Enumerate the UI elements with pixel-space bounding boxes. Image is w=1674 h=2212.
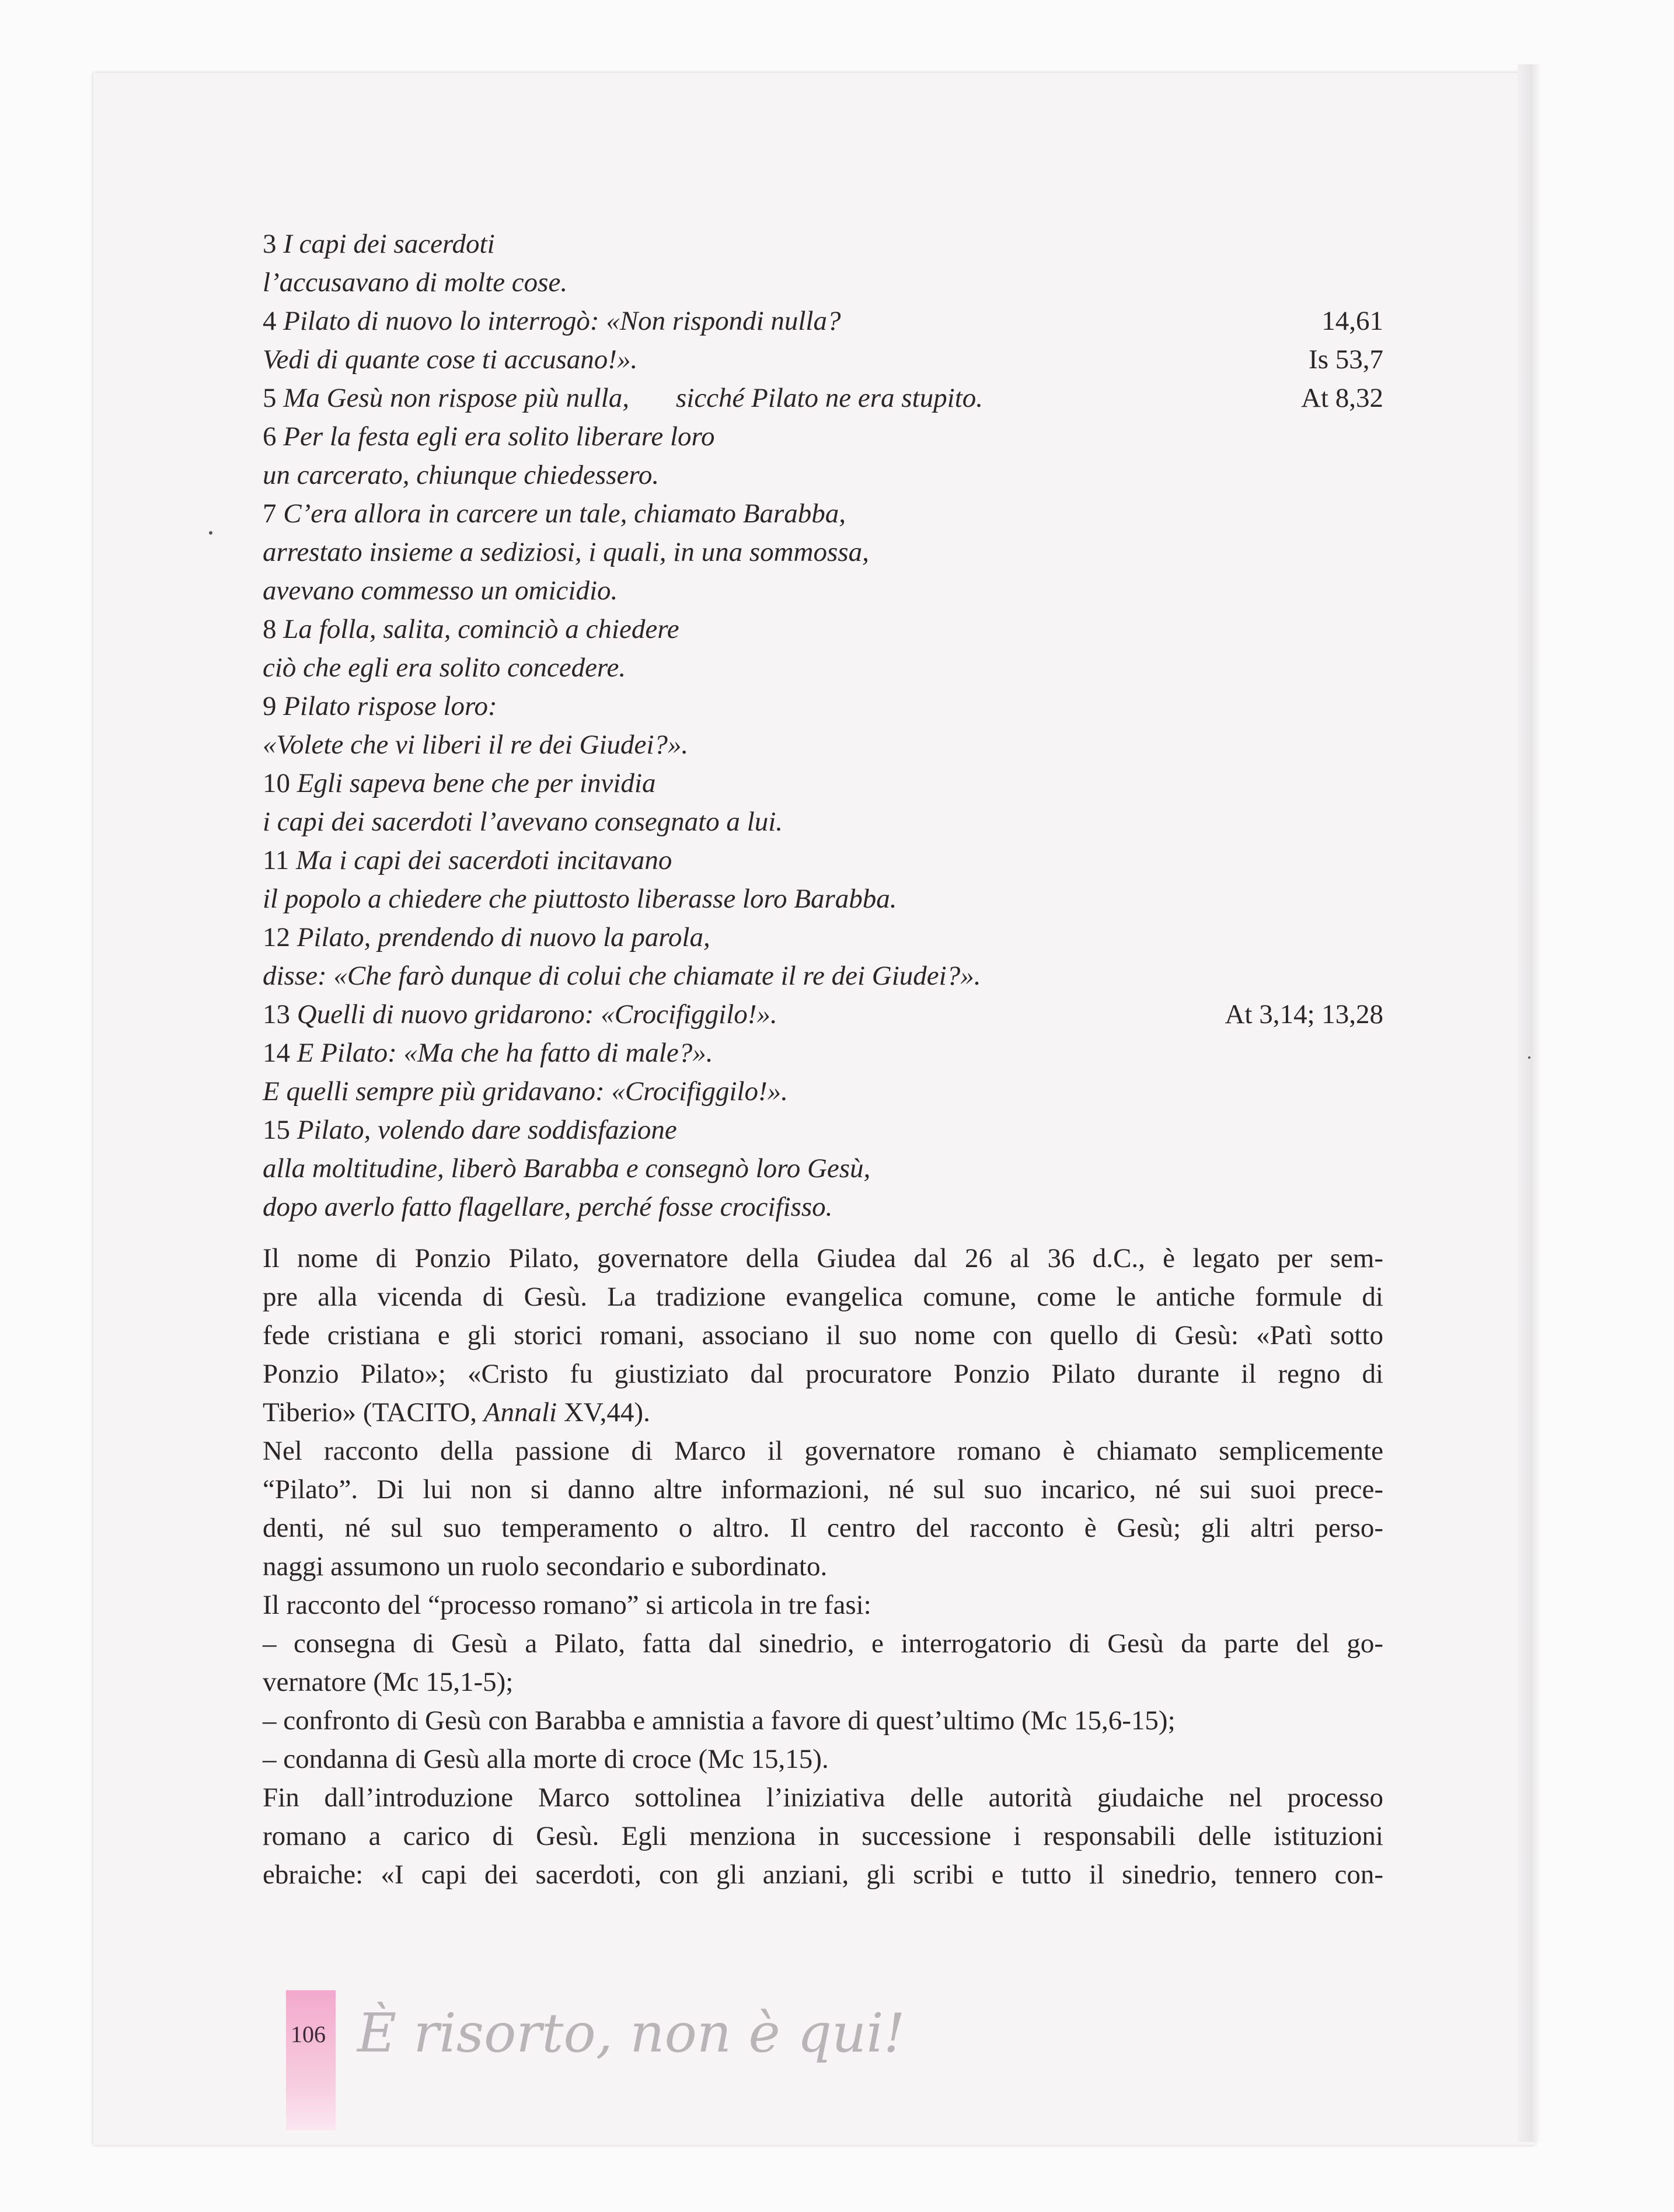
verse-line xyxy=(263,533,1383,571)
page-content xyxy=(263,225,1383,1894)
page-footer xyxy=(286,1990,986,2130)
page-number: 106 xyxy=(291,2021,326,2047)
verse-number: 10 xyxy=(263,768,290,798)
text-fragment: Tiberio» (TACITO, xyxy=(263,1397,484,1428)
scan-speck xyxy=(1528,1056,1530,1059)
verse-text: Per la festa egli era solito liberare loro xyxy=(283,421,715,452)
text-line: fede cristiana e gli storici romani, associano il suo nome con quello di Gesù: «Patì sotto xyxy=(263,1320,1383,1351)
text-line: naggi assumono un ruolo secondario e subordinato. xyxy=(263,1551,828,1582)
verse-text: sicché Pilato ne era stupito. xyxy=(675,383,984,413)
text-line: – consegna di Gesù a Pilato, fatta dal sinedrio, e interrogatorio di Gesù da parte del go- xyxy=(263,1628,1383,1659)
verse-text: alla moltitudine, liberò Barabba e consegnò loro Gesù, xyxy=(263,1153,871,1184)
verse-line xyxy=(263,803,1383,841)
text-line: denti, né sul suo temperamento o altro. Il centro del racconto è Gesù; gli altri perso- xyxy=(263,1513,1383,1543)
verse-text: E Pilato: «Ma che ha fatto di male?». xyxy=(297,1038,713,1068)
verse-text: Quelli di nuovo gridarono: «Crocifiggilo!». xyxy=(297,999,777,1030)
verse-text: Ma Gesù non rispose più nulla, xyxy=(283,383,629,413)
gospel-passage xyxy=(263,225,1383,1226)
scan-speck xyxy=(209,531,212,535)
cross-reference: At 3,14; 13,28 xyxy=(1225,999,1383,1030)
verse-text: il popolo a chiedere che piuttosto liberasse loro Barabba. xyxy=(263,884,897,914)
verse-line xyxy=(263,379,1383,417)
verse-text: avevano commesso un omicidio. xyxy=(263,575,618,606)
verse-number: 5 xyxy=(263,383,277,413)
verse-number: 4 xyxy=(263,306,277,336)
verse-text: I capi dei sacerdoti xyxy=(283,229,495,259)
verse-line xyxy=(263,340,1383,379)
page-tab xyxy=(286,1990,336,2130)
list-item-phase-2 xyxy=(263,1701,1383,1740)
verse-line xyxy=(263,687,1383,725)
verse-text: Pilato, prendendo di nuovo la parola, xyxy=(297,922,710,953)
verse-line xyxy=(263,764,1383,803)
list-item-phase-1 xyxy=(263,1624,1383,1701)
verse-line xyxy=(263,957,1383,995)
verse-number: 12 xyxy=(263,922,290,953)
text-line: – condanna di Gesù alla morte di croce (Mc 15,15). xyxy=(263,1744,829,1774)
verse-number: 9 xyxy=(263,691,277,721)
verse-text: ciò che egli era solito concedere. xyxy=(263,653,626,683)
work-title: Annali xyxy=(483,1397,557,1428)
verse-line xyxy=(263,417,1383,456)
cross-reference: 14,61 xyxy=(1321,306,1383,336)
verse-text: «Volete che vi liberi il re dei Giudei?». xyxy=(263,730,689,760)
text-line: “Pilato”. Di lui non si danno altre informazioni, né sul suo incarico, né sui suoi prece- xyxy=(263,1474,1383,1505)
text-line: romano a carico di Gesù. Egli menziona in successione i responsabili delle istituzioni xyxy=(263,1821,1383,1851)
verse-line xyxy=(263,1072,1383,1111)
verse-text: dopo averlo fatto flagellare, perché fosse crocifisso. xyxy=(263,1192,833,1222)
verse-line xyxy=(263,302,1383,340)
verse-text: La folla, salita, cominciò a chiedere xyxy=(283,614,679,644)
verse-line xyxy=(263,841,1383,880)
page-edge xyxy=(1518,64,1541,2142)
verse-number: 7 xyxy=(263,498,277,529)
verse-line xyxy=(263,1188,1383,1226)
verse-text: Ma i capi dei sacerdoti incitavano xyxy=(296,845,672,875)
verse-number: 15 xyxy=(263,1115,290,1145)
verse-line xyxy=(263,610,1383,648)
verse-line xyxy=(263,648,1383,687)
running-title: È risorto, non è qui! xyxy=(357,2002,905,2064)
text-line: – confronto di Gesù con Barabba e amnistia a favore di quest’ultimo (Mc 15,6-15); xyxy=(263,1705,1176,1736)
verse-text: arrestato insieme a sediziosi, i quali, in una sommossa, xyxy=(263,537,869,567)
verse-line xyxy=(263,1149,1383,1188)
verse-line xyxy=(263,725,1383,764)
verse-number: 3 xyxy=(263,229,277,259)
verse-number: 6 xyxy=(263,421,277,452)
text-line xyxy=(263,1393,1383,1432)
verse-number: 14 xyxy=(263,1038,290,1068)
verse-line xyxy=(263,225,1383,263)
verse-line xyxy=(263,571,1383,610)
cross-reference: At 8,32 xyxy=(1301,383,1383,413)
verse-line xyxy=(263,918,1383,957)
verse-line xyxy=(263,1034,1383,1072)
verse-text: Pilato di nuovo lo interrogò: «Non rispondi nulla? xyxy=(283,306,841,336)
verse-text: C’era allora in carcere un tale, chiamato Barabba, xyxy=(283,498,846,529)
text-line: Il racconto del “processo romano” si articola in tre fasi: xyxy=(263,1590,871,1620)
paragraph-phases-intro xyxy=(263,1586,1383,1624)
verse-text: Pilato rispose loro: xyxy=(283,691,497,721)
verse-text: l’accusavano di molte cose. xyxy=(263,267,568,298)
verse-line xyxy=(263,263,1383,302)
verse-text: E quelli sempre più gridavano: «Crocifiggilo!». xyxy=(263,1076,788,1107)
verse-text: Egli sapeva bene che per invidia xyxy=(297,768,656,798)
verse-line xyxy=(263,880,1383,918)
verse-number: 8 xyxy=(263,614,277,644)
verse-line xyxy=(263,494,1383,533)
paragraph-introduction xyxy=(263,1778,1383,1894)
text-line: Il nome di Ponzio Pilato, governatore della Giudea dal 26 al 36 d.C., è legato per sem- xyxy=(263,1243,1383,1274)
paragraph-pilate-name xyxy=(263,1239,1383,1432)
list-item-phase-3 xyxy=(263,1740,1383,1778)
commentary xyxy=(263,1239,1383,1894)
verse-line xyxy=(263,995,1383,1034)
verse-line xyxy=(263,456,1383,494)
verse-text: Pilato, volendo dare soddisfazione xyxy=(297,1115,677,1145)
verse-number: 11 xyxy=(263,845,290,875)
text-line: ebraiche: «I capi dei sacerdoti, con gli anziani, gli scribi e tutto il sinedrio, tennero con- xyxy=(263,1859,1383,1890)
text-fragment: XV,44). xyxy=(557,1397,650,1428)
paragraph-governor xyxy=(263,1432,1383,1586)
verse-text: i capi dei sacerdoti l’avevano consegnato a lui. xyxy=(263,807,783,837)
text-line: vernatore (Mc 15,1-5); xyxy=(263,1667,514,1697)
verse-line xyxy=(263,1111,1383,1149)
text-line: Ponzio Pilato»; «Cristo fu giustiziato dal procuratore Ponzio Pilato durante il regno di xyxy=(263,1359,1383,1389)
text-line: Fin dall’introduzione Marco sottolinea l’iniziativa delle autorità giudaiche nel processo xyxy=(263,1782,1383,1813)
verse-text: disse: «Che farò dunque di colui che chiamate il re dei Giudei?». xyxy=(263,961,981,991)
text-line: pre alla vicenda di Gesù. La tradizione evangelica comune, come le antiche formule di xyxy=(263,1282,1383,1312)
text-line: Nel racconto della passione di Marco il governatore romano è chiamato semplicemente xyxy=(263,1436,1383,1466)
cross-reference: Is 53,7 xyxy=(1309,344,1383,375)
verse-number: 13 xyxy=(263,999,290,1030)
verse-text: Vedi di quante cose ti accusano!». xyxy=(263,344,638,375)
verse-text: un carcerato, chiunque chiedessero. xyxy=(263,460,660,490)
